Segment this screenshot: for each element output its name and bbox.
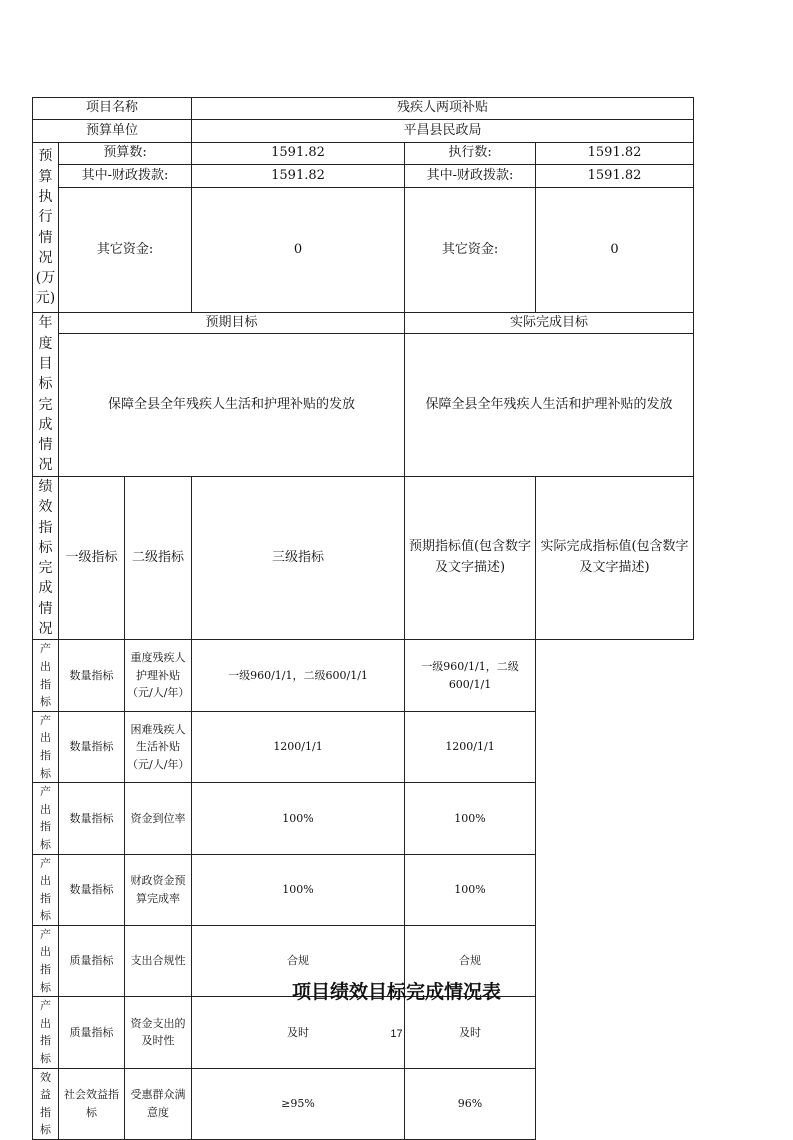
exec-label: 执行数: [405,143,536,165]
table-cell: 产出指标 [33,925,59,996]
perf-header: 二级指标 [125,477,192,640]
page-title: 项目绩效目标完成情况表 [291,981,501,1003]
table-cell: 产出指标 [33,783,59,854]
table-cell: 受惠群众满意度 [125,1068,192,1139]
table-cell: ≥95% [192,1068,405,1139]
table-cell: 96% [405,1068,536,1139]
table-cell: 资金支出的及时性 [125,997,192,1068]
table-row [33,711,694,782]
table-cell: 数量指标 [59,640,125,711]
project-name-label: 项目名称 [33,98,192,120]
budget-section-label: 预算执行情况(万元) [33,143,59,313]
table-cell: 重度残疾人护理补贴（元/人/年） [125,640,192,711]
page-number: 17 [390,1028,403,1040]
budget-value: 1591.82 [192,143,405,165]
other-budget: 0 [192,188,405,313]
annual-section-label: 年度目标完成情况 [33,313,59,477]
table-cell: 一级960/1/1，二级600/1/1 [192,640,405,711]
table-cell: 社会效益指标 [59,1068,125,1139]
other-exec-label: 其它资金: [405,188,536,313]
other-label: 其它资金: [59,188,192,313]
expected-goal-label: 预期目标 [59,313,405,334]
perf-header: 实际完成指标值(包含数字及文字描述) [536,477,694,640]
expected-goal: 保障全县全年残疾人生活和护理补贴的发放 [59,334,405,477]
fiscal-label: 其中-财政拨款: [59,165,192,188]
other-exec: 0 [536,188,694,313]
project-name: 残疾人两项补贴 [192,98,694,120]
table-row [33,854,694,925]
table-cell: 质量指标 [59,925,125,996]
table-cell: 产出指标 [33,997,59,1068]
table-cell: 效益指标 [33,1068,59,1139]
table-cell: 数量指标 [59,783,125,854]
table-cell: 合规 [192,925,405,996]
table-cell: 财政资金预算完成率 [125,854,192,925]
table-cell: 数量指标 [59,711,125,782]
actual-goal: 保障全县全年残疾人生活和护理补贴的发放 [405,334,694,477]
perf-header: 预期指标值(包含数字及文字描述) [405,477,536,640]
budget-unit: 平昌县民政局 [192,120,694,143]
table-row [33,1068,694,1139]
table-cell: 数量指标 [59,854,125,925]
table-cell: 困难残疾人生活补贴（元/人/年） [125,711,192,782]
table-cell: 一级960/1/1，二级600/1/1 [405,640,536,711]
table-cell: 100% [192,854,405,925]
perf-section-label: 绩效指标完成情况 [33,477,59,640]
fiscal-exec: 1591.82 [536,165,694,188]
budget-label: 预算数: [59,143,192,165]
table-cell: 100% [405,783,536,854]
table-cell: 及时 [192,997,405,1068]
fiscal-budget: 1591.82 [192,165,405,188]
table-cell: 产出指标 [33,640,59,711]
table-cell: 资金到位率 [125,783,192,854]
budget-unit-label: 预算单位 [33,120,192,143]
table-cell: 支出合规性 [125,925,192,996]
perf-header: 三级指标 [192,477,405,640]
table-cell: 合规 [405,925,536,996]
table-cell: 100% [405,854,536,925]
fiscal-exec-label: 其中-财政拨款: [405,165,536,188]
table-row [33,640,694,711]
table-cell: 产出指标 [33,711,59,782]
perf-header: 一级指标 [59,477,125,640]
table-cell: 质量指标 [59,997,125,1068]
table-cell: 1200/1/1 [405,711,536,782]
exec-value: 1591.82 [536,143,694,165]
table-row [33,783,694,854]
table-cell: 及时 [405,997,536,1068]
table-cell: 1200/1/1 [192,711,405,782]
actual-goal-label: 实际完成目标 [405,313,694,334]
table-cell: 100% [192,783,405,854]
table-cell: 产出指标 [33,854,59,925]
